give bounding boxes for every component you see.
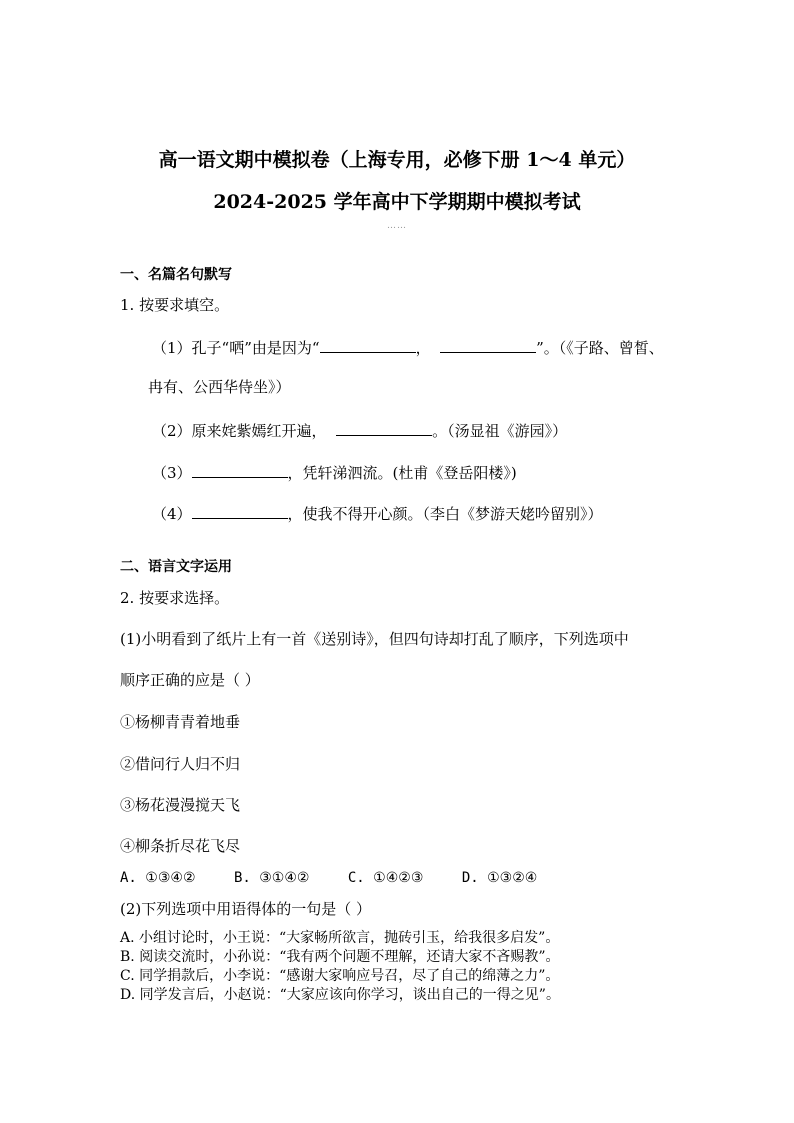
q2-sub1-options: [120, 870, 567, 886]
answer-blank[interactable]: [192, 504, 288, 519]
exam-subtitle: 2024-2025 学年高中下学期期中模拟考试: [213, 191, 581, 213]
q2-stem: 2. 按要求选择。: [120, 589, 230, 607]
poem-line: ③杨花漫漫搅天飞: [120, 796, 241, 814]
option-c[interactable]: C. ①④②③: [347, 870, 424, 886]
exam-title: 高一语文期中模拟卷（上海专用，必修下册 1～4 单元）: [158, 149, 636, 171]
q1-item-3-prefix: （3）: [152, 464, 192, 482]
answer-blank[interactable]: [440, 338, 536, 353]
q1-item-1-suffix: ”。（《子路、曾皙、: [536, 339, 664, 357]
q1-item-2-suffix: 。（汤显祖《游园》）: [432, 422, 568, 440]
q1-item-3: [152, 462, 517, 483]
q2-sub2-option-d[interactable]: D. 同学发言后，小赵说：“大家应该向你学习，谈出自己的一得之见”。: [120, 987, 560, 1003]
q1-stem: 1. 按要求填空。: [120, 296, 230, 314]
section1-heading: 一、名篇名句默写: [120, 267, 232, 283]
section2-heading: 二、语言文字运用: [120, 559, 232, 575]
option-d[interactable]: D. ①③②④: [461, 870, 538, 886]
q2-sub2-option-b[interactable]: B. 阅读交流时，小孙说：“我有两个问题不理解，还请大家不吝赐教”。: [120, 949, 560, 965]
poem-line: ④柳条折尽花飞尽: [120, 837, 241, 855]
q1-item-1-sep: ，: [415, 339, 431, 357]
poem-line: ①杨柳青青着地垂: [120, 713, 241, 731]
q1-item-2-prefix: （2）原来姹紫嫣红开遍，: [152, 422, 327, 440]
q2-sub2-stem: (2)下列选项中用语得体的一句是（ ）: [120, 900, 372, 918]
q1-item-1-cont: 冉有、公西华侍坐》）: [148, 378, 291, 396]
q1-item-4: [152, 503, 603, 524]
q1-item-1: [152, 337, 664, 358]
poem-line: ②借问行人归不归: [120, 755, 241, 773]
option-a[interactable]: A. ①③④②: [120, 870, 196, 886]
answer-blank[interactable]: [192, 463, 288, 478]
q1-item-2: [152, 420, 567, 441]
q2-sub1-line1: (1)小明看到了纸片上有一首《送别诗》，但四句诗却打乱了顺序，下列选项中: [120, 630, 629, 648]
q2-sub2-option-c[interactable]: C. 同学捐款后，小李说：“感谢大家响应号召，尽了自己的绵薄之力”。: [120, 968, 560, 984]
q1-item-1-prefix: （1）孔子“哂”由是因为“: [152, 339, 320, 357]
title-dots: ……: [387, 221, 407, 231]
q1-item-3-suffix: ，凭轩涕泗流。(杜甫《登岳阳楼》): [287, 464, 517, 482]
answer-blank[interactable]: [336, 421, 432, 436]
option-b[interactable]: B. ③①④②: [233, 870, 310, 886]
q2-sub1-line2: 顺序正确的应是（ ）: [120, 671, 260, 689]
q1-item-4-suffix: ，使我不得开心颜。（李白《梦游天姥吟留别》）: [287, 505, 603, 523]
q1-item-4-prefix: （4）: [152, 505, 192, 523]
q2-sub2-option-a[interactable]: A. 小组讨论时，小王说：“大家畅所欲言，抛砖引玉，给我很多启发”。: [120, 930, 560, 946]
answer-blank[interactable]: [320, 338, 416, 353]
